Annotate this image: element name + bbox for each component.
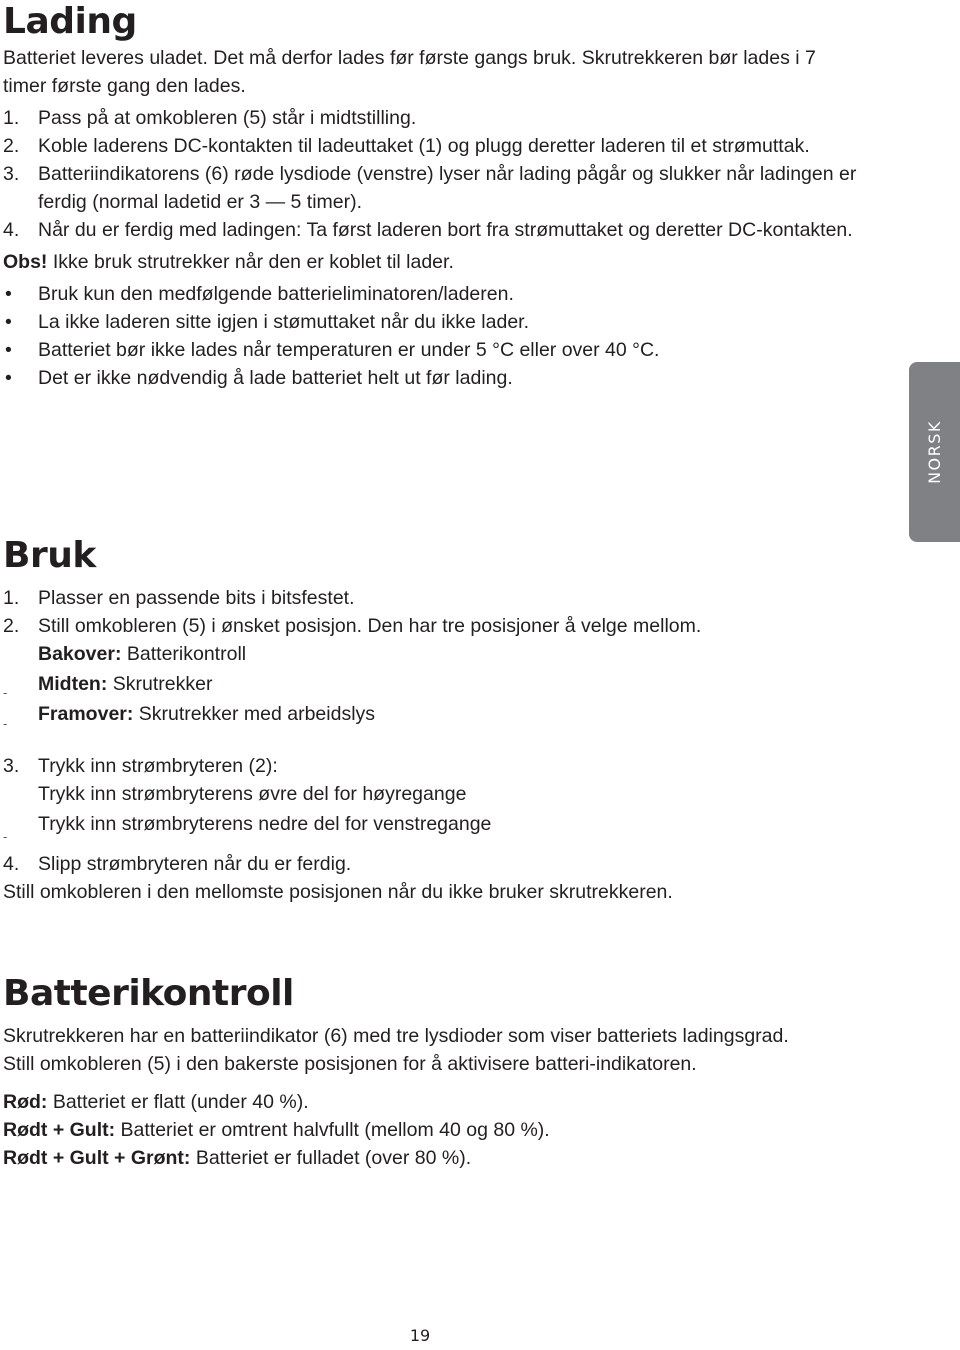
obs-note <box>3 248 863 276</box>
language-tab-label: NORSK <box>924 420 944 484</box>
page-number: 19 <box>409 1326 431 1345</box>
batterikontroll-section <box>3 1022 863 1172</box>
heading-bruk: Bruk <box>3 535 96 576</box>
bruk-step <box>3 850 863 878</box>
sub-item: Trykk inn strømbryterens øvre del for høyregange <box>38 783 467 805</box>
bullet-glyph: • <box>5 311 12 333</box>
level-text: Batteriet er omtrent halvfullt (mellom 40 og 80 %). <box>115 1119 550 1141</box>
bullet-glyph: • <box>5 283 12 305</box>
bruk-step <box>3 584 863 612</box>
position-item <box>38 670 863 698</box>
bruk-closing: Still omkobleren i den mellomste posisjonen når du ikke bruker skrutrekkeren. <box>3 881 673 903</box>
step-text: Still omkobleren (5) i ønsket posisjon. Den har tre posisjoner å velge mellom. <box>38 615 702 637</box>
step-text: Plasser en passende bits i bitsfestet. <box>38 587 355 609</box>
lading-step <box>3 132 863 160</box>
lading-step <box>3 104 863 132</box>
position-item <box>38 640 863 668</box>
lading-step <box>3 160 863 216</box>
step-number: 1. <box>3 587 20 609</box>
heading-lading: Lading <box>3 1 137 42</box>
margin-dash: - <box>3 685 8 700</box>
bullet-glyph: • <box>5 339 12 361</box>
language-tab <box>909 362 960 542</box>
bullet-text: Bruk kun den medfølgende batterieliminatoren/laderen. <box>38 283 514 305</box>
level-label: Rødt + Gult + Grønt: <box>3 1147 191 1169</box>
step-number: 3. <box>3 755 20 777</box>
position-label: Midten: <box>38 673 108 695</box>
step-text: Koble laderens DC-kontakten til ladeuttaket (1) og plugg deretter laderen til et strømuttak. <box>38 135 810 157</box>
lading-step <box>3 216 863 244</box>
step-number: 4. <box>3 853 20 875</box>
level-item <box>3 1144 863 1172</box>
lading-intro: Batteriet leveres uladet. Det må derfor lades før første gangs bruk. Skrutrekkeren bør lades i 7 timer første gang den lades. <box>3 47 816 97</box>
margin-dash: - <box>3 829 8 844</box>
step-number: 1. <box>3 107 20 129</box>
margin-dash: - <box>3 716 8 731</box>
position-text: Batterikontroll <box>121 643 247 665</box>
step-text: Trykk inn strømbryteren (2): <box>38 755 278 777</box>
step-text: Batteriindikatorens (6) røde lysdiode (venstre) lyser når lading pågår og slukker når ladingen er ferdig (normal ladetid er 3 — 5 timer). <box>38 163 857 213</box>
bullet-text: La ikke laderen sitte igjen i stømuttaket når du ikke lader. <box>38 311 530 333</box>
position-item <box>38 700 863 728</box>
batterikontroll-intro: Skrutrekkeren har en batteriindikator (6) med tre lysdioder som viser batteriets ladingsgrad. Still omkobleren (5) i den bakerste posisjonen for å aktivisere batteri-indikatoren. <box>3 1025 789 1075</box>
position-text: Skrutrekker med arbeidslys <box>133 703 376 725</box>
obs-label: Obs! <box>3 251 48 273</box>
heading-batterikontroll: Batterikontroll <box>3 973 294 1014</box>
bullet-glyph: • <box>5 367 12 389</box>
level-text: Batteriet er flatt (under 40 %). <box>47 1091 309 1113</box>
level-item <box>3 1116 863 1144</box>
step-number: 2. <box>3 135 20 157</box>
lading-section <box>3 44 863 392</box>
step-text: Når du er ferdig med ladingen: Ta først laderen bort fra strømuttaket og deretter DC-kontakten. <box>38 219 853 241</box>
step-number: 2. <box>3 615 20 637</box>
level-label: Rødt + Gult: <box>3 1119 116 1141</box>
bruk-section <box>3 584 863 906</box>
position-label: Bakover: <box>38 643 122 665</box>
bullet-item <box>3 364 863 392</box>
level-item <box>3 1088 863 1116</box>
step-number: 3. <box>3 163 20 185</box>
bullet-item <box>3 336 863 364</box>
step-text: Slipp strømbryteren når du er ferdig. <box>38 853 352 875</box>
step-text: Pass på at omkobleren (5) står i midtstilling. <box>38 107 417 129</box>
bruk-step <box>3 612 863 640</box>
sub-item: Trykk inn strømbryterens nedre del for venstregange <box>38 813 492 835</box>
bullet-text: Batteriet bør ikke lades når temperaturen er under 5 °C eller over 40 °C. <box>38 339 660 361</box>
position-label: Framover: <box>38 703 134 725</box>
bullet-item <box>3 280 863 308</box>
obs-text: Ikke bruk strutrekker når den er koblet til lader. <box>47 251 454 273</box>
bullet-item <box>3 308 863 336</box>
bullet-text: Det er ikke nødvendig å lade batteriet helt ut før lading. <box>38 367 513 389</box>
level-label: Rød: <box>3 1091 48 1113</box>
level-text: Batteriet er fulladet (over 80 %). <box>190 1147 472 1169</box>
position-text: Skrutrekker <box>107 673 213 695</box>
step-number: 4. <box>3 219 20 241</box>
bruk-step <box>3 752 863 780</box>
